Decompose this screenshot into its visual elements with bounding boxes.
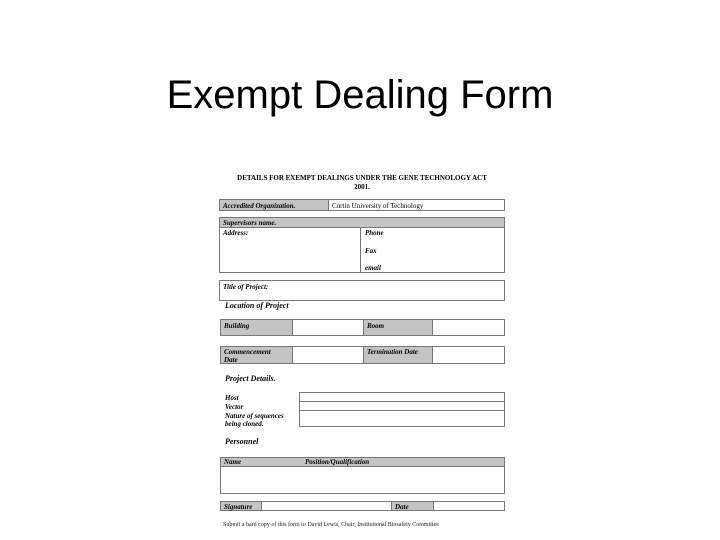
- personnel-name-column-header: Name: [224, 458, 242, 466]
- room-label-cell: [363, 319, 433, 336]
- slide-title: Exempt Dealing Form: [166, 73, 554, 117]
- commencement-label-2: Date: [224, 356, 238, 364]
- address-label: Address:: [223, 229, 249, 237]
- date-label-cell: [391, 501, 434, 511]
- nature-label-2: being cloned.: [225, 420, 264, 428]
- nature-of-sequences-field[interactable]: [299, 410, 505, 427]
- signature-field[interactable]: [261, 501, 392, 511]
- nature-label-1: Nature of sequences: [225, 412, 284, 420]
- commencement-date-field[interactable]: [292, 346, 364, 364]
- supervisor-name-row[interactable]: [220, 218, 504, 227]
- date-label: Date: [395, 503, 409, 511]
- title-of-project-label: Title of Project:: [223, 283, 269, 291]
- supervisor-name-label: Supervisors name.: [223, 219, 277, 227]
- project-details-section-heading: Project Details.: [225, 374, 276, 383]
- commencement-label-1: Commencement: [224, 348, 271, 356]
- signature-label: Signature: [224, 503, 253, 511]
- fax-label: Fax: [365, 247, 377, 255]
- location-section-heading: Location of Project: [225, 301, 289, 310]
- host-label: Host: [225, 394, 239, 402]
- accredited-org-label: Accredited Organization.: [223, 202, 296, 210]
- termination-label-cell: [363, 346, 433, 364]
- building-label: Building: [224, 322, 250, 330]
- termination-date-label: Termination Date: [367, 348, 418, 356]
- personnel-position-column-header: Position/Qualification: [305, 458, 370, 466]
- title-of-project-field[interactable]: [219, 280, 505, 301]
- accredited-org-label-cell: [219, 199, 329, 211]
- form-heading-line-1: DETAILS FOR EXEMPT DEALINGS UNDER THE GENE TECHNOLOGY ACT: [237, 174, 487, 182]
- accredited-org-field[interactable]: [328, 199, 505, 211]
- termination-date-field[interactable]: [432, 346, 505, 364]
- form-heading-line-2: 2001.: [354, 183, 370, 191]
- personnel-section-heading: Personnel: [225, 437, 259, 446]
- room-field[interactable]: [432, 319, 505, 336]
- accredited-org-value: Curtin University of Technology: [332, 202, 424, 210]
- submission-instructions: Submit a hard copy of this form to David Lewis, Chair, Institutional Biosafety Committee: [223, 522, 439, 528]
- exempt-dealing-form: [219, 168, 505, 528]
- personnel-header-row: [221, 458, 504, 466]
- vector-label: Vector: [225, 403, 244, 411]
- email-label: email: [365, 264, 381, 272]
- commencement-label-cell: [220, 346, 293, 364]
- signature-label-cell: [220, 501, 262, 511]
- divider: [219, 227, 505, 228]
- divider: [360, 227, 361, 273]
- building-label-cell: [220, 319, 293, 336]
- date-field[interactable]: [433, 501, 505, 511]
- building-field[interactable]: [292, 319, 364, 336]
- personnel-entry-area[interactable]: [221, 467, 504, 493]
- phone-label: Phone: [365, 229, 384, 237]
- room-label: Room: [367, 322, 385, 330]
